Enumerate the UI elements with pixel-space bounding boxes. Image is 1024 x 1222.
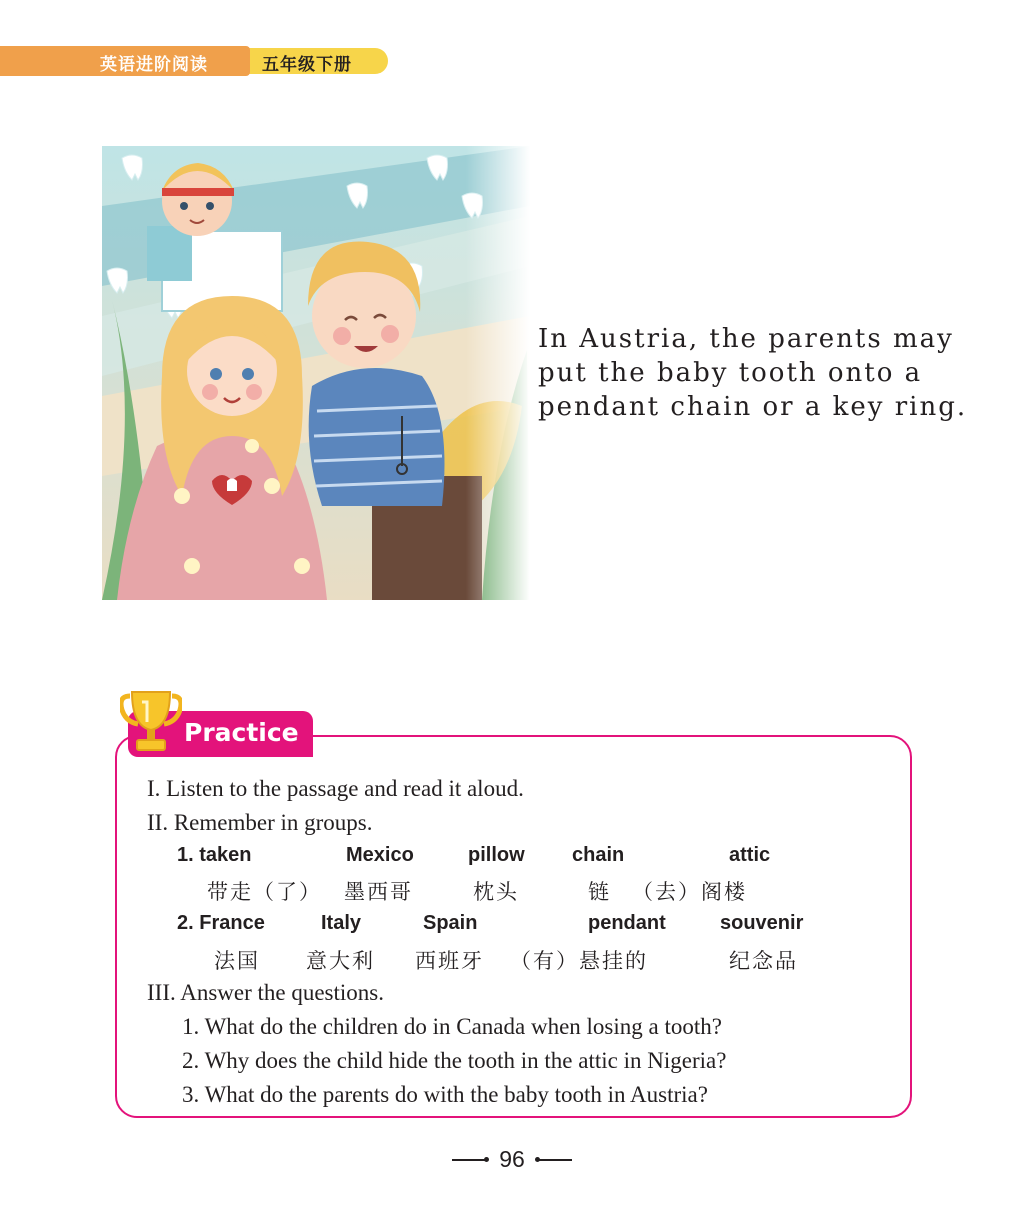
- question-item: 1. What do the children do in Canada when losing a tooth?: [182, 1014, 722, 1039]
- page-number-rule-right: [538, 1159, 572, 1161]
- question-item: 2. Why does the child hide the tooth in the attic in Nigeria?: [182, 1048, 727, 1073]
- header-arrow-decoration: [226, 46, 240, 76]
- vocab-word: 1. taken: [177, 844, 252, 866]
- series-title: 英语进阶阅读: [100, 55, 208, 75]
- vocab-meaning: 链: [588, 880, 611, 904]
- vocab-word: Mexico: [346, 844, 414, 866]
- story-line: In Austria, the parents may: [538, 324, 954, 354]
- section-1-instruction: I. Listen to the passage and read it aloud.: [147, 776, 524, 801]
- vocab-word: attic: [729, 844, 771, 866]
- vocab-meaning: 枕头: [473, 880, 519, 904]
- grade-label-banner: [232, 48, 388, 74]
- vocab-meaning: 意大利: [306, 949, 375, 973]
- series-title-banner: [0, 46, 250, 76]
- story-text: [538, 322, 968, 424]
- vocab-meaning: 西班牙: [415, 949, 484, 973]
- story-line: pendant chain or a key ring.: [538, 392, 968, 422]
- vocab-meaning: （有）悬挂的: [510, 949, 648, 973]
- vocab-word: souvenir: [720, 912, 804, 934]
- vocab-word: Spain: [423, 912, 478, 934]
- vocab-word: pillow: [468, 844, 525, 866]
- vocab-meaning: 法国: [214, 949, 260, 973]
- vocab-word: Italy: [321, 912, 362, 934]
- page-header: [0, 46, 400, 76]
- vocab-meaning: 带走（了）: [207, 880, 322, 904]
- practice-title: Practice: [184, 718, 299, 747]
- grade-label: 五年级下册: [262, 55, 352, 75]
- story-illustration: [102, 146, 530, 600]
- page-number: 96: [499, 1146, 525, 1172]
- story-line: put the baby tooth onto a: [538, 358, 923, 388]
- vocab-word: 2. France: [177, 912, 265, 934]
- vocab-word: pendant: [588, 912, 666, 934]
- section-3-instruction: III. Answer the questions.: [147, 980, 384, 1005]
- vocab-meaning: 纪念品: [729, 949, 798, 973]
- vocab-word: chain: [572, 844, 625, 866]
- vocab-meaning: （去）阁楼: [632, 880, 747, 904]
- family-baby-tooth-illustration: [102, 146, 530, 600]
- trophy-icon: [120, 688, 182, 754]
- question-item: 3. What do the parents do with the baby tooth in Austria?: [182, 1082, 708, 1107]
- vocab-meaning: 墨西哥: [344, 880, 413, 904]
- section-2-instruction: II. Remember in groups.: [147, 810, 373, 835]
